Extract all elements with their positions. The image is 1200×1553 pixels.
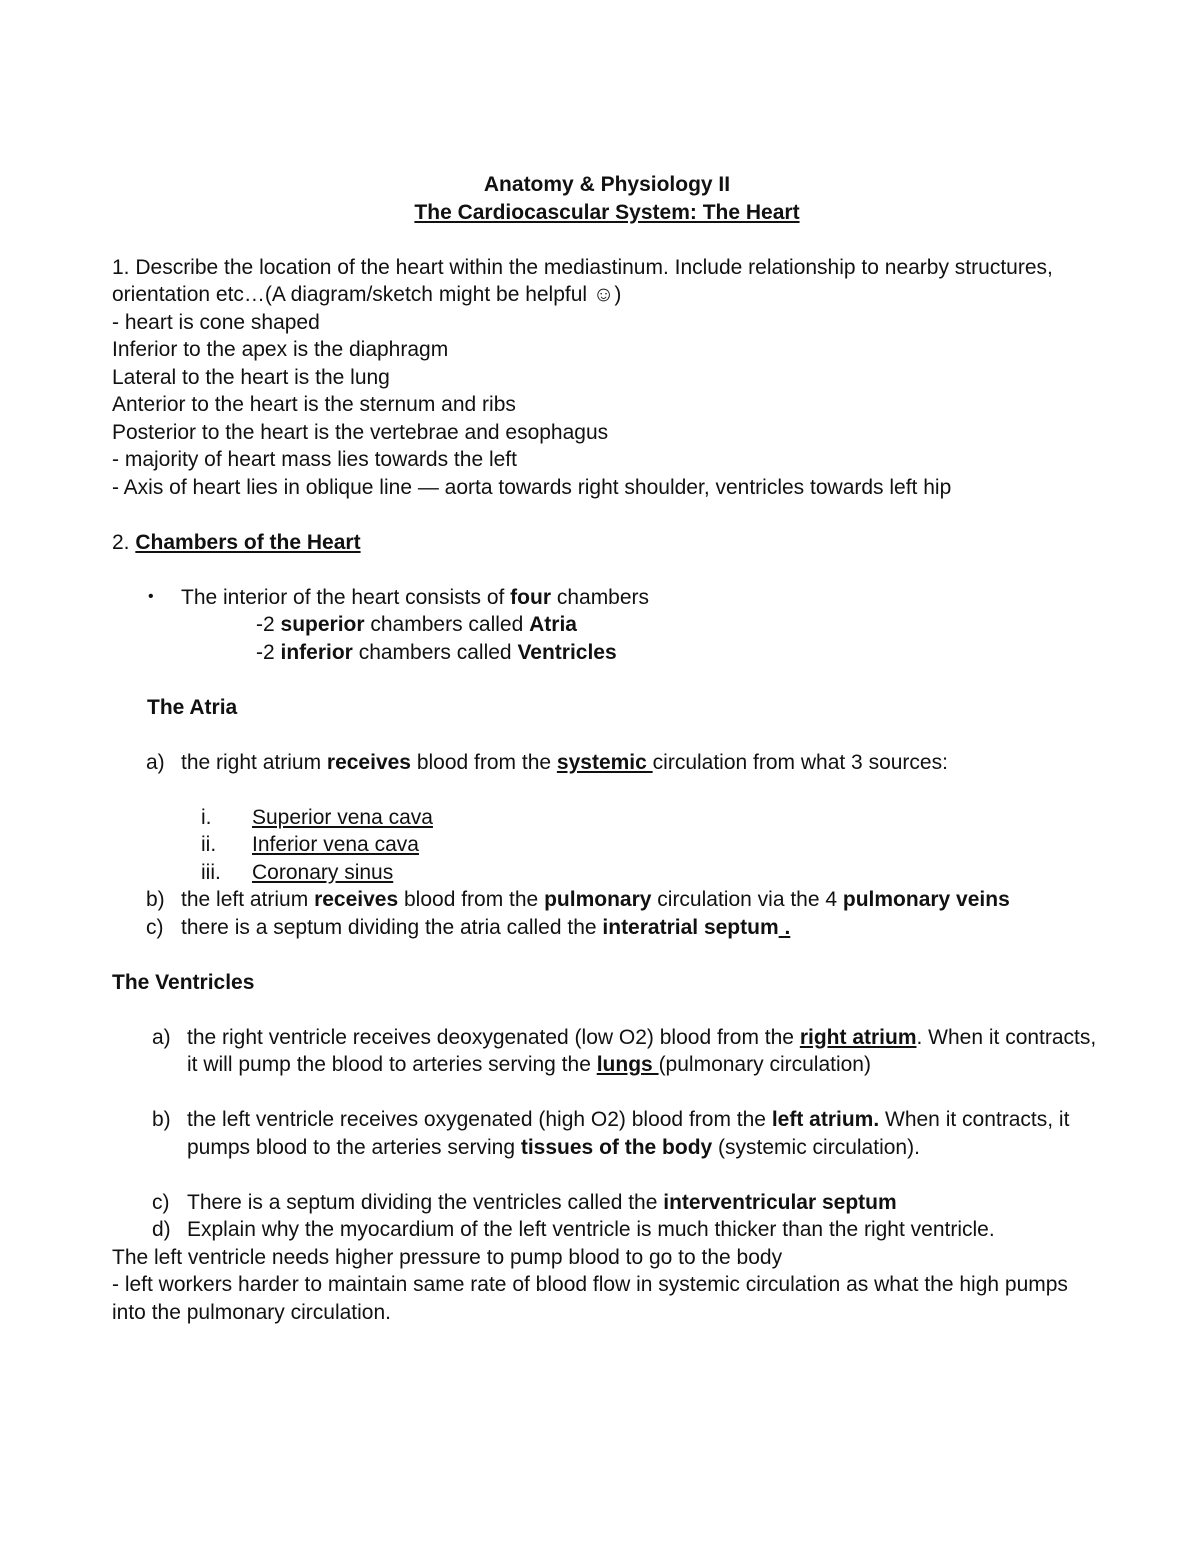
bullet-icon: • [148,587,154,605]
question-1-prompt: 1. Describe the location of the heart within the mediastinum. Include relationship to nearby structures, orientation etc…(A diagram/sketch might be helpful ☺) [112,255,1053,306]
fill-in-blank: . [778,915,791,939]
q1-answer-line: Posterior to the heart is the vertebrae and esophagus [112,420,609,444]
inferior-chambers-line: -2 inferior chambers called Ventricles [256,640,617,664]
q1-answer-line: Lateral to the heart is the lung [112,365,390,389]
q1-answer-line: - majority of heart mass lies towards the left [112,448,517,471]
fill-in-answer: systemic [556,750,653,774]
ventricles-answer-line: The left ventricle needs higher pressure to pump blood to go to the body [112,1245,783,1269]
superior-chambers-line: -2 superior chambers called Atria [256,613,577,636]
atria-item-b: b) the left atrium receives blood from the pulmonary circulation via the 4 pulmonary veins [146,888,1010,911]
atria-item-c: c) there is a septum dividing the atria called the interatrial septum . [146,915,791,939]
ventricles-answer-line: - left workers harder to maintain same rate of blood flow in systemic circulation as what the high pumps into the pulmonary circulation. [112,1273,1068,1324]
course-title: Anatomy & Physiology II [483,173,731,196]
source-item: iii. Coronary sinus [201,860,394,884]
fill-in-answer: right atrium [799,1025,917,1049]
ventricles-item-a: a) the right ventricle receives deoxygenated (low O2) blood from the right atrium. When it contracts, it will pump the blood to arteries serving the lungs (pulmonary circulation) [152,1025,1097,1076]
atria-item-a: a) the right atrium receives blood from the systemic circulation from what 3 sources: [146,750,948,774]
ventricles-heading: The Ventricles [112,970,255,994]
q1-answer-line: - heart is cone shaped [112,310,320,334]
document-subtitle: The Cardiocascular System: The Heart [414,200,800,224]
source-item: i. Superior vena cava [201,805,433,829]
document-body [112,171,1102,1326]
source-item: ii. Inferior vena cava [201,833,419,856]
q1-answer-line: - Axis of heart lies in oblique line — aorta towards right shoulder, ventricles towards left hip [112,475,952,499]
chambers-bullet: • The interior of the heart consists of four chambers [112,584,1102,612]
question-2-heading: 2. Chambers of the Heart [112,530,361,554]
q1-answer-line: Inferior to the apex is the diaphragm [112,338,449,361]
ventricles-item-c: c) There is a septum dividing the ventricles called the interventricular septum [152,1190,897,1214]
ventricles-item-d: d) Explain why the myocardium of the left ventricle is much thicker than the right ventricle. [152,1218,995,1241]
chambers-heading: Chambers of the Heart [135,530,361,554]
fill-in-answer: lungs [596,1053,659,1076]
atria-heading: The Atria [147,695,238,719]
ventricles-item-b: b) the left ventricle receives oxygenated (high O2) blood from the left atrium. When it contracts, it pumps blood to the arteries serving tissues of the body (systemic circulation). [152,1108,1070,1159]
q1-answer-line: Anterior to the heart is the sternum and ribs [112,393,516,416]
